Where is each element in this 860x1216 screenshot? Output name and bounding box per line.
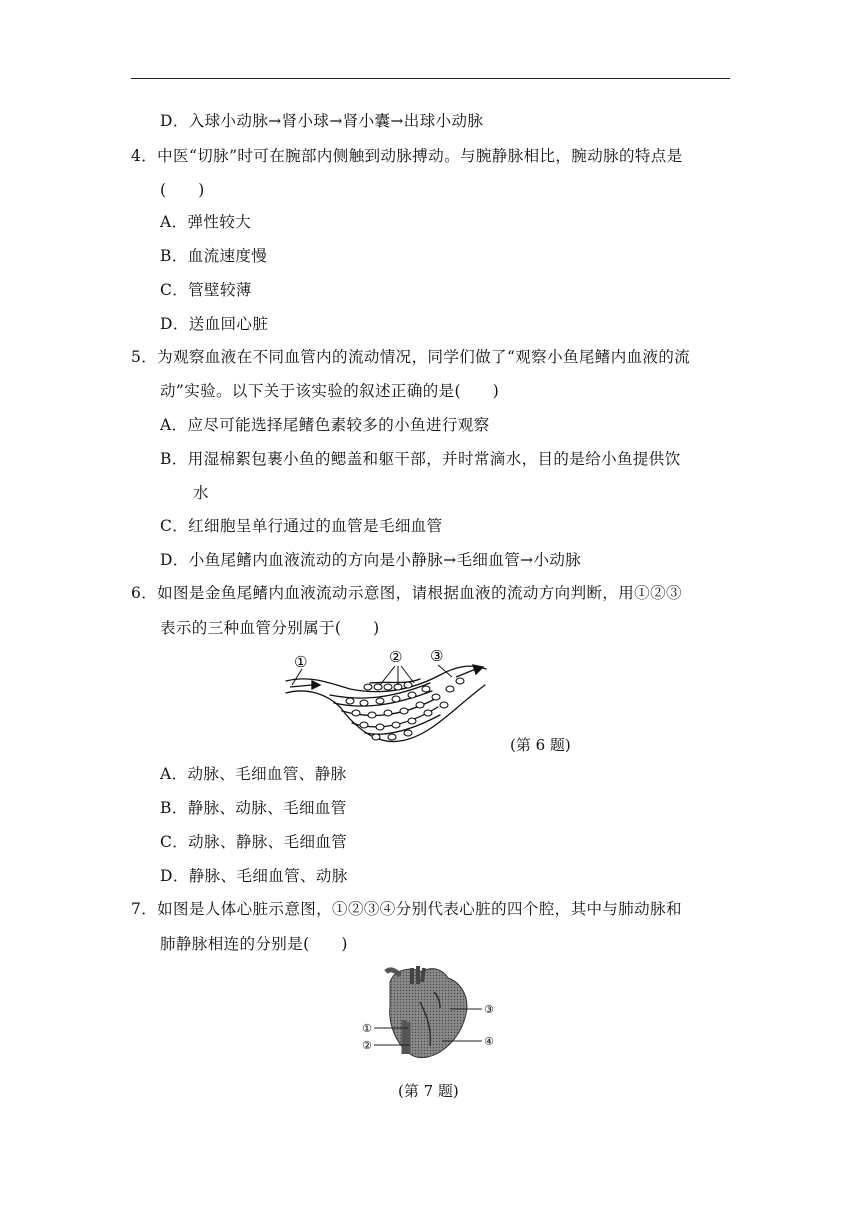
q5-option-d: D．小鱼尾鳍内血液流动的方向是小静脉→毛细血管→小动脉 — [160, 551, 582, 569]
q7-stem: 7．如图是人体心脏示意图，①②③④分别代表心脏的四个腔，其中与肺动脉和 — [131, 900, 682, 918]
q6-caption: (第 6 题) — [510, 736, 571, 754]
q5-option-c: C．红细胞呈单行通过的血管是毛细血管 — [160, 517, 443, 535]
heart-body — [390, 969, 467, 1058]
q4-option-a: A．弹性较大 — [160, 213, 252, 231]
q5-option-a: A．应尽可能选择尾鳍色素较多的小鱼进行观察 — [160, 416, 490, 434]
q5-stem-cont: 动”实验。以下关于该实验的叙述正确的是( ) — [160, 382, 500, 400]
fig7-label-2: ② — [362, 1039, 372, 1052]
q7-caption: (第 7 题) — [398, 1082, 459, 1100]
q6-stem: 6．如图是金鱼尾鳍内血液流动示意图，请根据血液的流动方向判断，用①②③ — [131, 584, 682, 602]
q3-option-d: D．入球小动脉→肾小球→肾小囊→出球小动脉 — [160, 112, 484, 130]
fig6-label-2: ② — [389, 648, 403, 666]
q5-stem: 5．为观察血液在不同血管内的流动情况，同学们做了“观察小鱼尾鳍内血液的流 — [131, 348, 691, 366]
q6-option-a: A．动脉、毛细血管、静脉 — [160, 765, 347, 783]
q7-stem-cont: 肺静脉相连的分别是( ) — [160, 935, 348, 953]
q4-stem-cont: ( ) — [160, 181, 205, 199]
q4-stem: 4．中医“切脉”时可在腕部内侧触到动脉搏动。与腕静脉相比，腕动脉的特点是 — [131, 147, 683, 165]
heart-diagram-figure — [360, 962, 500, 1067]
q4-option-c: C．管壁较薄 — [160, 281, 252, 299]
q6-option-c: C．动脉、静脉、毛细血管 — [160, 833, 348, 851]
q6-option-b: B．静脉、动脉、毛细血管 — [160, 799, 347, 817]
fig6-label-1: ① — [294, 653, 308, 671]
fig6-label-3: ③ — [430, 647, 444, 665]
q5-option-b: B．用湿棉絮包裹小鱼的鳃盖和躯干部，并时常滴水，目的是给小鱼提供饮 — [160, 450, 681, 468]
q6-stem-cont: 表示的三种血管分别属于( ) — [160, 619, 380, 637]
q6-option-d: D．静脉、毛细血管、动脉 — [160, 867, 348, 885]
q4-option-b: B．血流速度慢 — [160, 247, 268, 265]
q4-option-d: D．送血回心脏 — [160, 315, 269, 333]
tail-fin-blood-flow-figure — [280, 645, 495, 755]
q5-option-b-cont: 水 — [193, 484, 209, 502]
header-rule — [131, 78, 730, 79]
fig7-label-4: ④ — [484, 1035, 494, 1048]
fig7-label-3: ③ — [484, 1003, 494, 1016]
fig7-label-1: ① — [362, 1022, 372, 1035]
